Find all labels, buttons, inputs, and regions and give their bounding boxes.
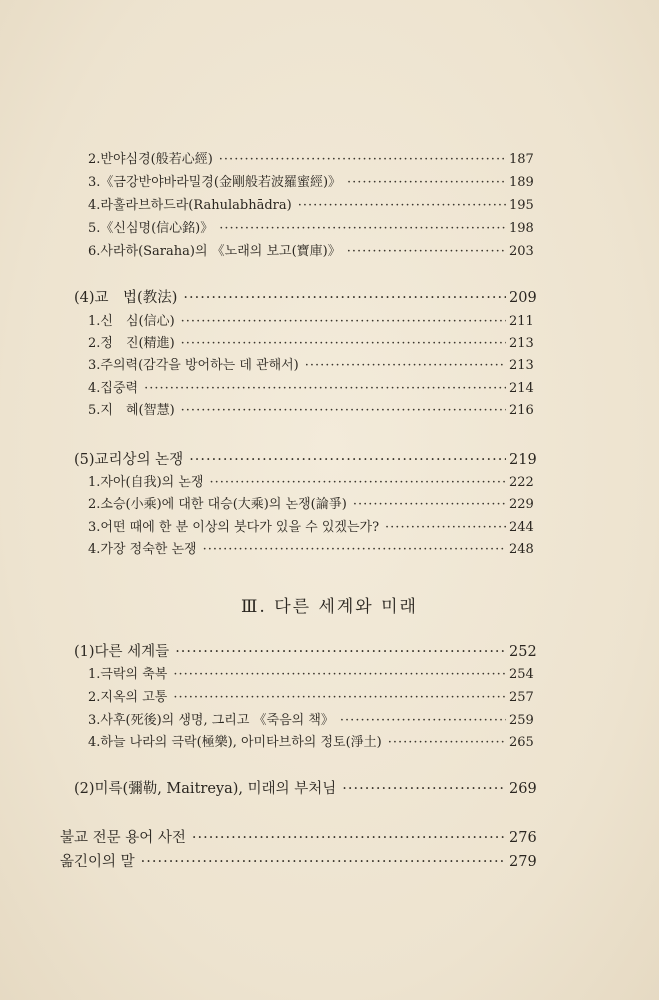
entry-title: 정 진(精進) bbox=[100, 336, 175, 351]
entry-number: 5. bbox=[88, 403, 101, 418]
toc-entry[interactable] bbox=[88, 734, 534, 752]
toc-entry[interactable] bbox=[88, 402, 534, 420]
section-number: (4) bbox=[74, 290, 95, 306]
dot-leader bbox=[385, 519, 506, 537]
toc-section[interactable] bbox=[74, 289, 537, 307]
entry-page: 248 bbox=[509, 542, 534, 557]
entry-number: 2. bbox=[88, 690, 101, 705]
toc-entry[interactable] bbox=[88, 174, 534, 192]
entry-title: 집중력 bbox=[100, 381, 139, 396]
entry-title: 라훌라브하드라(Rahulabhādra) bbox=[100, 198, 292, 213]
entry-title: 지 혜(智慧) bbox=[100, 403, 175, 418]
entry-number: 6. bbox=[88, 244, 101, 259]
toc-entry[interactable] bbox=[88, 151, 534, 169]
section-title: 다른 세계들 bbox=[94, 644, 170, 660]
dot-leader bbox=[340, 712, 506, 730]
toc-entry[interactable] bbox=[88, 474, 534, 492]
section-number: (1) bbox=[74, 644, 95, 660]
entry-title: 반야심경(般若心經) bbox=[100, 152, 213, 167]
entry-page: 244 bbox=[509, 520, 534, 535]
entry-number: 2. bbox=[88, 152, 101, 167]
dot-leader bbox=[353, 496, 506, 514]
entry-title: 사후(死後)의 생명, 그리고 《죽음의 책》 bbox=[100, 713, 334, 728]
section-title: 교리상의 논쟁 bbox=[94, 452, 184, 468]
entry-title: 신 심(信心) bbox=[100, 314, 175, 329]
dot-leader bbox=[181, 402, 506, 420]
entry-title: 가장 정숙한 논쟁 bbox=[100, 542, 197, 557]
dot-leader bbox=[347, 243, 506, 261]
entry-page: 214 bbox=[509, 381, 534, 396]
part-heading[interactable]: Ⅲ. 다른 세계와 미래 bbox=[241, 597, 418, 617]
dot-leader bbox=[192, 829, 506, 847]
section-page: 252 bbox=[509, 644, 537, 660]
entry-number: 1. bbox=[88, 475, 101, 490]
dot-leader bbox=[189, 451, 506, 469]
dot-leader bbox=[347, 174, 506, 192]
entry-number: 4. bbox=[88, 542, 101, 557]
dot-leader bbox=[219, 220, 506, 238]
entry-number: 4. bbox=[88, 381, 101, 396]
entry-page: 216 bbox=[509, 403, 534, 418]
toc-entry[interactable] bbox=[88, 220, 534, 238]
toc-entry[interactable] bbox=[88, 243, 534, 261]
dot-leader bbox=[209, 474, 506, 492]
toc-entry[interactable] bbox=[88, 335, 534, 353]
entry-page: 257 bbox=[509, 690, 534, 705]
dot-leader bbox=[173, 666, 506, 684]
entry-title: 《신심명(信心銘)》 bbox=[100, 221, 214, 236]
entry-page: 189 bbox=[509, 175, 534, 190]
entry-title: 극락의 축복 bbox=[100, 667, 168, 682]
entry-page: 265 bbox=[509, 735, 534, 750]
toc-entry[interactable] bbox=[88, 712, 534, 730]
dot-leader bbox=[173, 689, 506, 707]
entry-number: 3. bbox=[88, 358, 101, 373]
toc-entry[interactable] bbox=[88, 357, 534, 375]
entry-page: 254 bbox=[509, 667, 534, 682]
dot-leader bbox=[175, 643, 506, 661]
section-page: 209 bbox=[509, 290, 537, 306]
toc-glossary[interactable] bbox=[60, 829, 537, 847]
dot-leader bbox=[183, 289, 506, 307]
entry-page: 222 bbox=[509, 475, 534, 490]
entry-number: 3. bbox=[88, 713, 101, 728]
entry-number: 2. bbox=[88, 497, 101, 512]
entry-number: 3. bbox=[88, 520, 101, 535]
entry-number: 5. bbox=[88, 221, 101, 236]
toc-entry[interactable] bbox=[88, 313, 534, 331]
toc-entry[interactable] bbox=[88, 496, 534, 514]
entry-page: 198 bbox=[509, 221, 534, 236]
entry-page: 211 bbox=[509, 314, 534, 329]
entry-title: 어떤 때에 한 분 이상의 붓다가 있을 수 있겠는가? bbox=[100, 520, 380, 535]
dot-leader bbox=[342, 780, 506, 798]
entry-page: 229 bbox=[509, 497, 534, 512]
toc-entry[interactable] bbox=[88, 197, 534, 215]
entry-number: 2. bbox=[88, 336, 101, 351]
dot-leader bbox=[203, 541, 506, 559]
entry-number: 4. bbox=[88, 198, 101, 213]
toc-section[interactable] bbox=[74, 451, 537, 469]
entry-page: 195 bbox=[509, 198, 534, 213]
entry-title: 하늘 나라의 극락(極樂), 아미타브하의 정토(淨土) bbox=[100, 735, 382, 750]
toc-afterword[interactable] bbox=[60, 853, 537, 871]
entry-page: 187 bbox=[509, 152, 534, 167]
entry-number: 1. bbox=[88, 314, 101, 329]
section-page: 219 bbox=[509, 452, 537, 468]
entry-title: 《금강반야바라밀경(金剛般若波羅蜜經)》 bbox=[100, 175, 342, 190]
entry-page: 213 bbox=[509, 358, 534, 373]
afterword-title: 옮긴이의 말 bbox=[60, 854, 135, 870]
dot-leader bbox=[388, 734, 506, 752]
section-title: 미륵(彌勒, Maitreya), 미래의 부처님 bbox=[94, 781, 337, 797]
toc-entry[interactable] bbox=[88, 689, 534, 707]
section-number: (5) bbox=[74, 452, 95, 468]
toc-entry[interactable] bbox=[88, 519, 534, 537]
glossary-page: 276 bbox=[509, 830, 537, 846]
toc-entry[interactable] bbox=[88, 541, 534, 559]
entry-number: 4. bbox=[88, 735, 101, 750]
entry-page: 259 bbox=[509, 713, 534, 728]
dot-leader bbox=[181, 313, 506, 331]
section-title: 교 법(教法) bbox=[94, 290, 178, 306]
section-number: (2) bbox=[74, 781, 95, 797]
toc-section[interactable] bbox=[74, 780, 537, 798]
dot-leader bbox=[181, 335, 506, 353]
glossary-title: 불교 전문 용어 사전 bbox=[60, 830, 186, 846]
entry-title: 자아(自我)의 논쟁 bbox=[100, 475, 204, 490]
toc-section[interactable] bbox=[74, 643, 537, 661]
entry-title: 소승(小乘)에 대한 대승(大乘)의 논쟁(論爭) bbox=[100, 497, 347, 512]
dot-leader bbox=[298, 197, 506, 215]
entry-number: 1. bbox=[88, 667, 101, 682]
entry-title: 사라하(Saraha)의 《노래의 보고(寶庫)》 bbox=[100, 244, 341, 259]
entry-title: 지옥의 고통 bbox=[100, 690, 168, 705]
section-page: 269 bbox=[509, 781, 537, 797]
afterword-page: 279 bbox=[509, 854, 537, 870]
dot-leader bbox=[219, 151, 506, 169]
entry-page: 213 bbox=[509, 336, 534, 351]
dot-leader bbox=[305, 357, 506, 375]
dot-leader bbox=[141, 853, 506, 871]
dot-leader bbox=[144, 380, 506, 398]
entry-page: 203 bbox=[509, 244, 534, 259]
toc-entry[interactable] bbox=[88, 380, 534, 398]
entry-number: 3. bbox=[88, 175, 101, 190]
entry-title: 주의력(감각을 방어하는 데 관해서) bbox=[100, 358, 299, 373]
toc-entry[interactable] bbox=[88, 666, 534, 684]
